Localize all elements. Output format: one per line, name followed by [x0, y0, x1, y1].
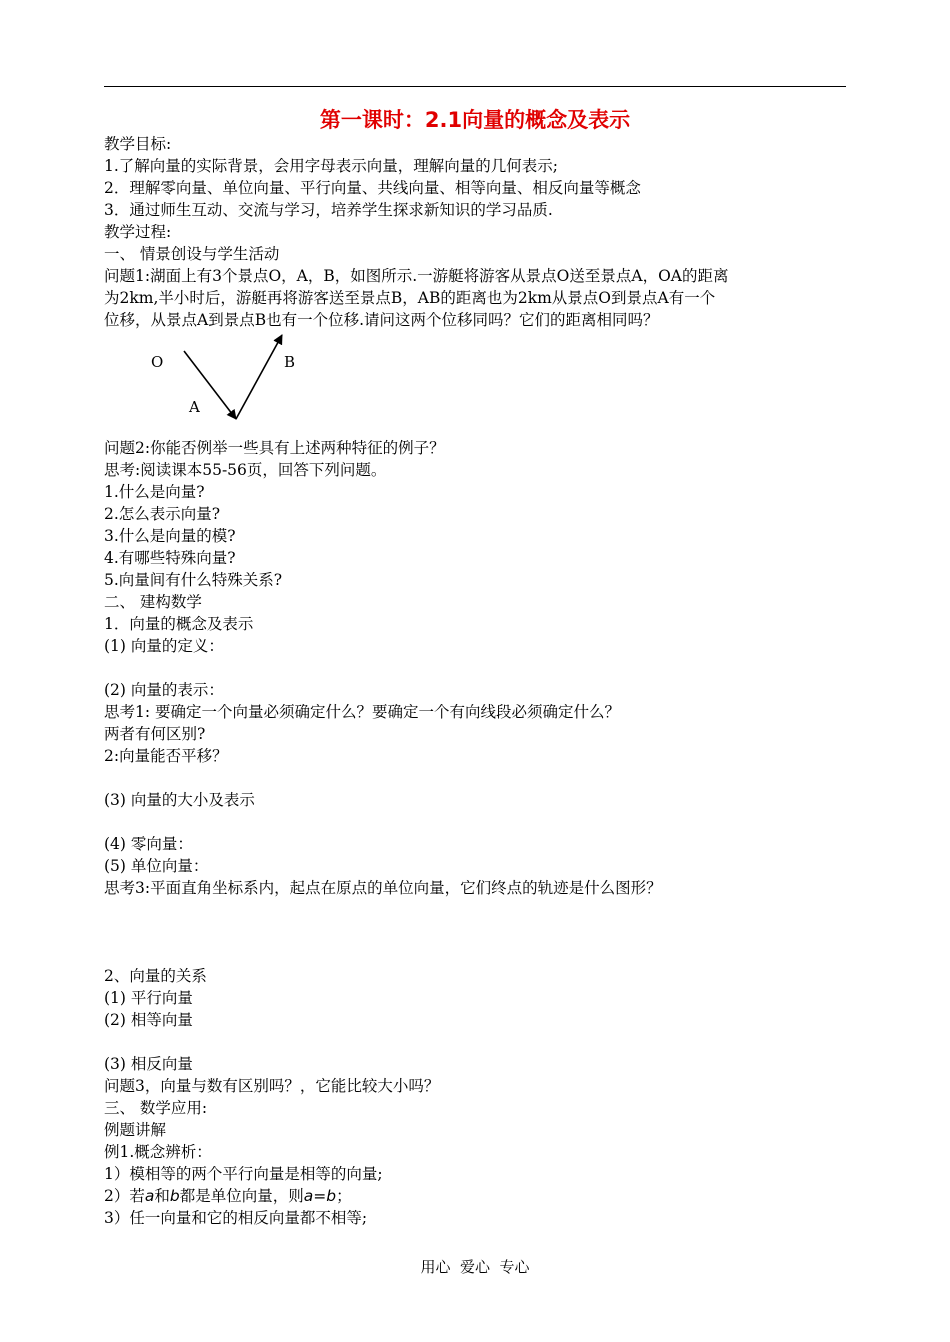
text-line: (3) 向量的大小及表示: [104, 791, 255, 809]
text-line: 教学过程:: [104, 223, 172, 241]
text-line: 2:向量能否平移？: [104, 747, 228, 765]
point-a-label: A: [189, 398, 200, 416]
text-line: [104, 921, 849, 943]
vector-diagram: [104, 331, 849, 437]
text-line: [104, 1031, 849, 1053]
point-b-label: B: [284, 353, 296, 371]
text-line: 问题2:你能否例举一些具有上述两种特征的例子？: [104, 439, 445, 457]
text-line: 3.什么是向量的模?: [104, 527, 236, 545]
text-line: 位移，从景点A到景点B也有一个位移.请问这两个位移同吗？它们的距离相同吗？: [104, 311, 659, 329]
example-item-1: 1）模相等的两个平行向量是相等的向量;: [104, 1165, 383, 1183]
text-line: 三、 数学应用:: [104, 1099, 208, 1117]
page-title: 第一课时：2.1向量的概念及表示: [319, 108, 631, 132]
text-line: 2.怎么表示向量?: [104, 505, 221, 523]
text-line: 例1.概念辨析：: [104, 1143, 212, 1161]
example-item-2: 2）若a和b都是单位向量，则a=b；: [104, 1187, 352, 1205]
text-line: (2) 向量的表示：: [104, 681, 224, 699]
text-line: 一、 情景创设与学生活动: [104, 245, 280, 263]
document-body: [104, 133, 849, 1229]
text-line: 问题1:湖面上有3个景点O，A，B，如图所示.一游艇将游客从景点O送至景点A，OA的距离: [104, 267, 729, 285]
text-line: 思考:阅读课本55-56页，回答下列问题。: [104, 461, 387, 479]
vector-ab-arrow: [236, 335, 282, 419]
example-item-3: 3）任一向量和它的相反向量都不相等;: [104, 1209, 368, 1227]
text-line: 为2km,半小时后，游艇再将游客送至景点B，AB的距离也为2km从景点O到景点A有一个: [104, 289, 716, 307]
text-line: 思考1: 要确定一个向量必须确定什么？要确定一个有向线段必须确定什么？: [104, 703, 621, 721]
text-line: [104, 767, 849, 789]
text-line: 2、向量的关系: [104, 967, 207, 985]
equation-a-equals-b: a=b: [303, 1187, 337, 1205]
text-line: 两者有何区别?: [104, 725, 206, 743]
text-line: (3) 相反向量: [104, 1055, 193, 1073]
text-line: 思考3:平面直角坐标系内，起点在原点的单位向量，它们终点的轨迹是什么图形？: [104, 879, 662, 897]
point-o-label: O: [151, 353, 164, 371]
text-line: 1.了解向量的实际背景，会用字母表示向量，理解向量的几何表示;: [104, 157, 559, 175]
text-line: 二、 建构数学: [104, 593, 202, 611]
text-line: [104, 943, 849, 965]
text-line: (1) 向量的定义：: [104, 637, 224, 655]
intro-section: [104, 133, 849, 331]
text-line: 2．理解零向量、单位向量、平行向量、共线向量、相等向量、相反向量等概念: [104, 179, 641, 197]
text-line: 3．通过师生互动、交流与学习，培养学生探求新知识的学习品质.: [104, 201, 553, 219]
text-line: (2) 相等向量: [104, 1011, 193, 1029]
text-line: [104, 811, 849, 833]
vector-a-symbol: a: [144, 1187, 155, 1205]
text-line: 问题3，向量与数有区别吗？，它能比较大小吗？: [104, 1077, 440, 1095]
text-line: 4.有哪些特殊向量?: [104, 549, 236, 567]
text-line: 1．向量的概念及表示: [104, 615, 254, 633]
main-section: [104, 437, 849, 1163]
header-rule: [104, 86, 846, 87]
vector-diagram-svg: [104, 331, 849, 437]
vector-b-symbol: b: [169, 1187, 180, 1205]
text-line: (4) 零向量：: [104, 835, 193, 853]
text-line: 5.向量间有什么特殊关系?: [104, 571, 283, 589]
page-footer: 用心 爱心 专心: [420, 1258, 530, 1276]
text-line: [104, 899, 849, 921]
text-line: (5) 单位向量：: [104, 857, 209, 875]
text-line: (1) 平行向量: [104, 989, 193, 1007]
text-line: 教学目标:: [104, 135, 172, 153]
text-line: [104, 657, 849, 679]
text-line: 例题讲解: [104, 1121, 167, 1139]
text-line: 1.什么是向量?: [104, 483, 205, 501]
